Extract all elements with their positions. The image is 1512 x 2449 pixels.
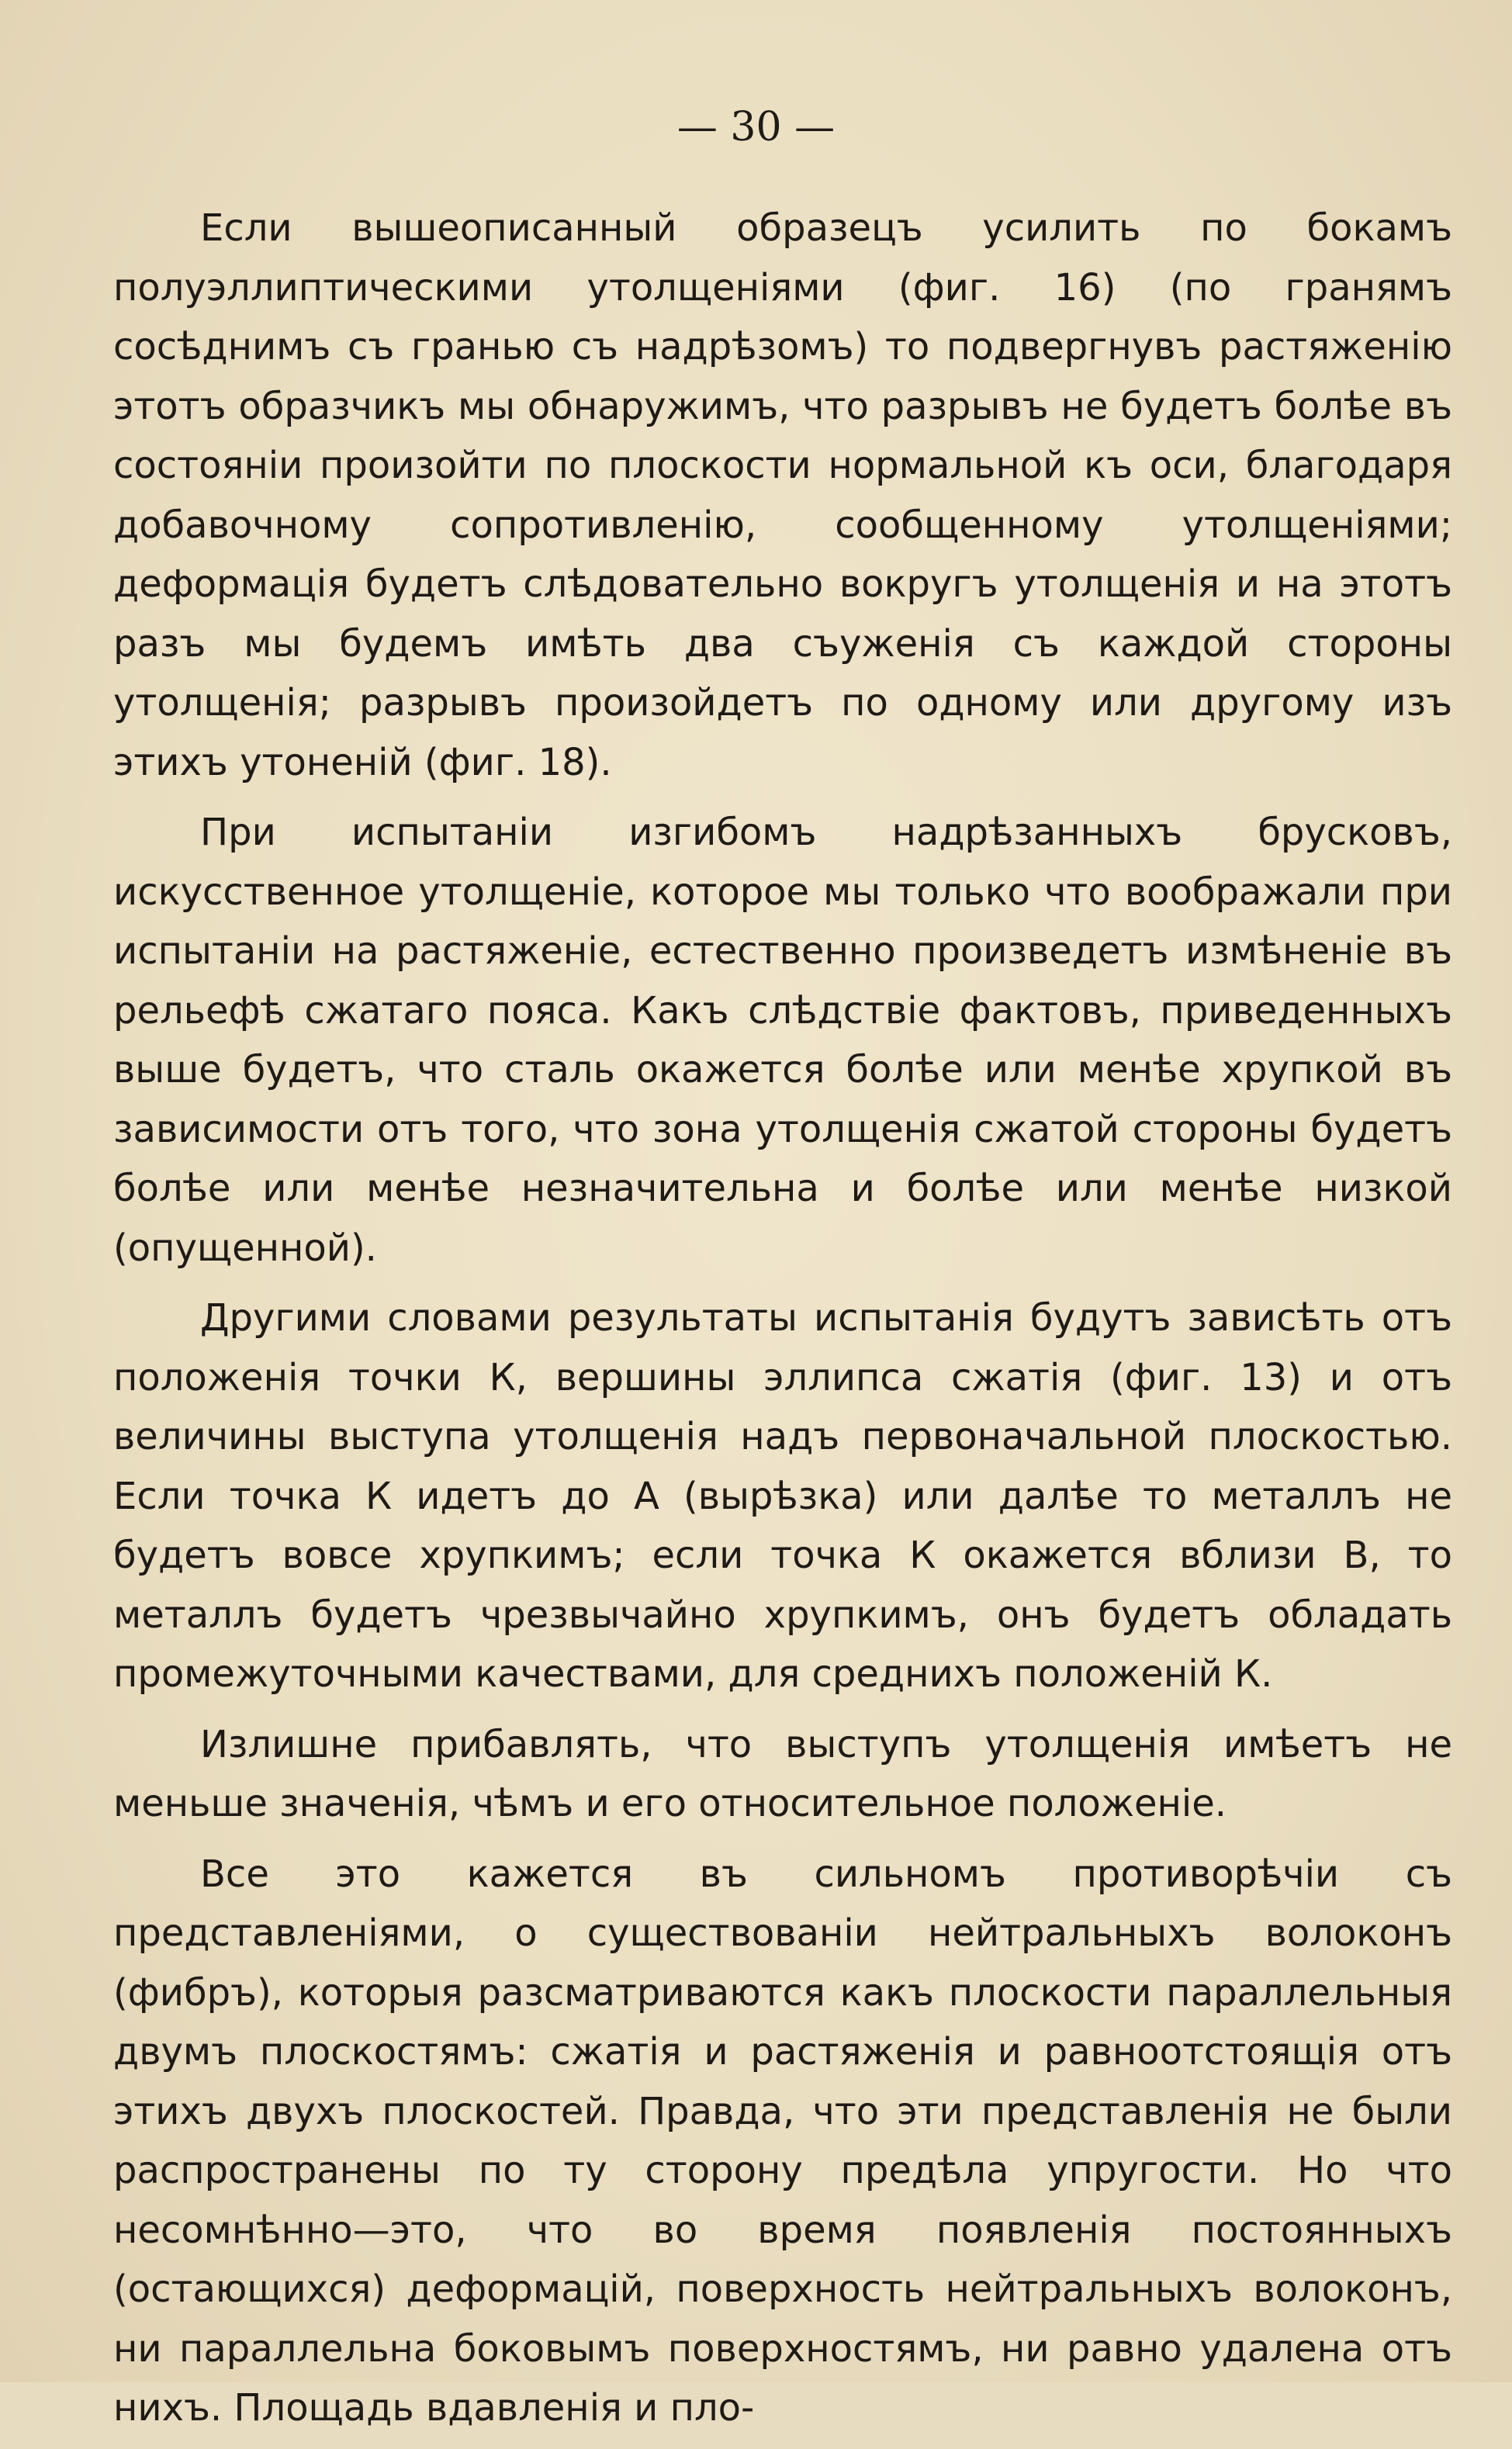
paragraph: Все это кажется въ сильномъ противорѣчiи съ представленiями, о существованiи нейтральныхъ волоконъ (фибръ), которыя разсматриваются какъ плоскости параллельныя двумъ плоскостямъ: сжатiя и растяженiя и равноотстоящiя отъ этихъ двухъ плоскостей. Правда, что эти представленiя не были распространены по ту сторону предѣла упругости. Но что несомнѣнно—это, что во время появленiя постоянныхъ (остающихся) деформацiй, поверхность нейтральныхъ волоконъ, ни параллельна боковымъ поверхностямъ, ни равно удалена отъ нихъ. Площадь вдавленiя и пло- (113, 1852, 1452, 2430)
page-number: — 30 — (676, 104, 836, 150)
paragraph: При испытанiи изгибомъ надрѣзанныхъ брусковъ, искусственное утолщенiе, которое мы только что воображали при испытанiи на растяженiе, естественно произведетъ измѣненiе въ рельефѣ сжатаго пояса. Какъ слѣдствiе фактовъ, приведенныхъ выше будетъ, что сталь окажется болѣе или менѣе хрупкой въ зависимости отъ того, что зона утолщенiя сжатой стороны будетъ болѣе или менѣе незначительна и болѣе или менѣе низкой (опущенной). (113, 811, 1452, 1270)
paragraph: Излишне прибавлять, что выступъ утолщенiя имѣетъ не меньше значенiя, чѣмъ и его относительное положенiе. (113, 1722, 1452, 1825)
body-text (113, 199, 1452, 2449)
paragraph: Другими словами результаты испытанiя будутъ зависѣть отъ положенiя точки К, вершины эллипса сжатiя (фиг. 13) и отъ величины выступа утолщенiя надъ первоначальной плоскостью. Если точка К идетъ до А (вырѣзка) или далѣе то металлъ не будетъ вовсе хрупкимъ; если точка К окажется вблизи В, то металлъ будетъ чрезвычайно хрупкимъ, онъ будетъ обладать промежуточными качествами, для среднихъ положенiй К. (113, 1296, 1452, 1696)
paragraph: Если вышеописанный образецъ усилить по бокамъ полуэллиптическими утолщенiями (фиг. 16) (по гранямъ сосѣднимъ съ гранью съ надрѣзомъ) то подвергнувъ растяженiю этотъ образчикъ мы обнаружимъ, что разрывъ не будетъ болѣе въ состоянiи произойти по плоскости нормальной къ оси, благодаря добавочному сопротивленiю, сообщенному утолщенiями; деформацiя будетъ слѣдовательно вокругъ утолщенiя и на этотъ разъ мы будемъ имѣть два съуженiя съ каждой стороны утолщенiя; разрывъ произойдетъ по одному или другому изъ этихъ утоненiй (фиг. 18). (113, 206, 1452, 784)
